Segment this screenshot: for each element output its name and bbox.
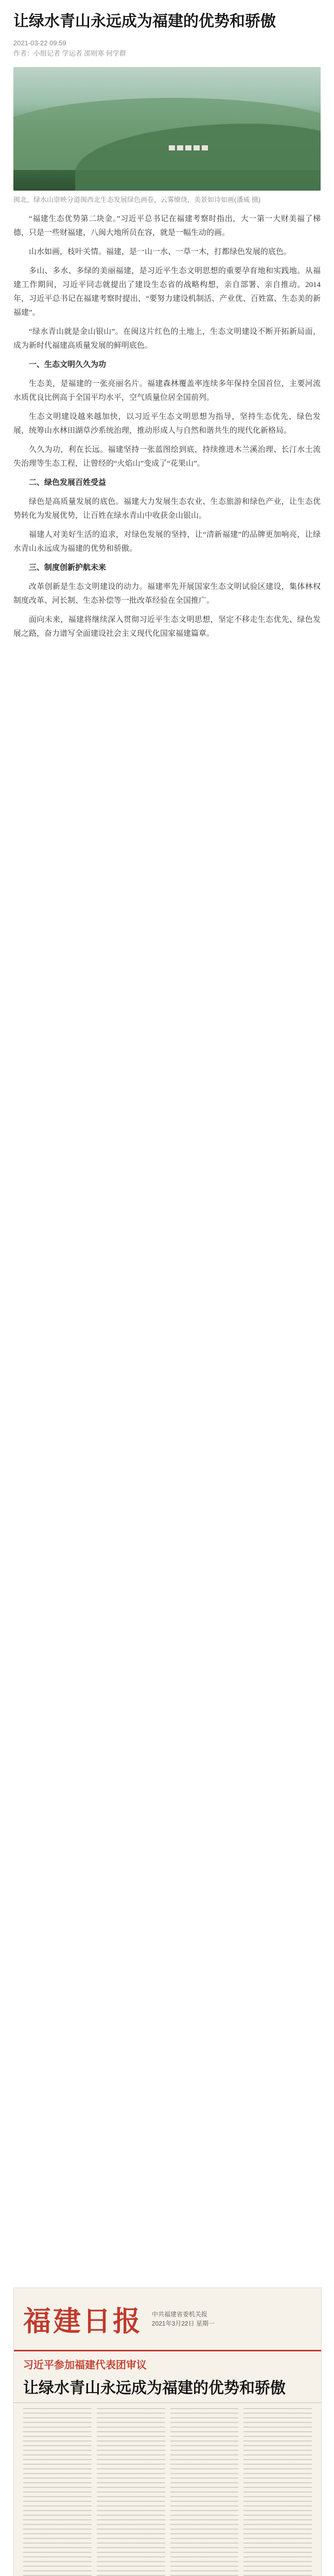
paragraph: 改革创新是生态文明建设的动力。福建率先开展国家生态文明试验区建设，集体林权制度改革、河长制、生态补偿等一批改革经验在全国推广。 xyxy=(13,583,321,605)
paragraph: 久久为功，利在长远。福建坚持一张蓝图绘到底，持续推进木兰溪治理、长汀水土流失治理等生态工程，让曾经的“火焰山”变成了“花果山”。 xyxy=(13,446,321,468)
newspaper-masthead xyxy=(14,2288,321,2351)
village-houses xyxy=(168,144,214,160)
newspaper-masthead-info: 中共福建省委机关报 2021年3月22日 星期一 xyxy=(152,2311,215,2327)
paragraph: 生态文明建设越来越加快，以习近平生态文明思想为指导，坚持生态优先、绿色发展，统筹山水林田湖草沙系统治理，推动形成人与自然和谐共生的现代化新格局。 xyxy=(13,413,321,435)
article-author: 作者：小组记者 学运者 邵则寒 何学群 xyxy=(13,49,126,57)
newspaper-column xyxy=(170,2408,239,2576)
newspaper-logo: 福建日报 xyxy=(23,2304,143,2337)
subhead: 二、绿色发展百姓受益 xyxy=(29,479,107,487)
newspaper-page-image xyxy=(13,2287,322,2576)
paragraph: 绿色是高质量发展的底色。福建大力发展生态农业、生态旅游和绿色产业，让生态优势转化为发展优势，让百姓在绿水青山中收获金山银山。 xyxy=(13,498,321,520)
paragraph: 多山、多水、多绿的美丽福建，是习近平生态文明思想的重要孕育地和实践地。从福建工作期间，习近平同志就提出了建设生态省的战略构想，亲自部署、亲自推动。2014年，习近平总书记在福建考察时提出，“要努力建设机制活、产业优、百姓富、生态美的新福建”。 xyxy=(13,267,321,317)
paragraph: 福建人对美好生活的追求，对绿色发展的坚持，让“清新福建”的品牌更加响亮，让绿水青山永远成为福建的优势和骄傲。 xyxy=(13,531,321,553)
newspaper-columns xyxy=(14,2403,321,2576)
paragraph: “绿水青山就是金山银山”。在闽这片红色的土地上，生态文明建设不断开拓新局面，成为新时代福建高质量发展的鲜明底色。 xyxy=(13,328,321,350)
paragraph: 面向未来，福建将继续深入贯彻习近平生态文明思想，坚定不移走生态优先、绿色发展之路，奋力谱写全面建设社会主义现代化国家福建篇章。 xyxy=(13,616,321,638)
newspaper-column xyxy=(23,2408,92,2576)
article-date: 2021-03-22 09:59 xyxy=(13,39,66,47)
article-source xyxy=(13,48,321,59)
paragraph: 山水如画，枝叶关情。福建，是一山一水、一草一木，打都绿色发展的底色。 xyxy=(29,248,292,256)
landscape-photo xyxy=(13,67,321,191)
paragraph: “福建生态优势第二块金。”习近平总书记在福建考察时指出，大一第一大财美福了梯德，只是一些财福建，八闽大地所员在容，就是一幅生动的画。 xyxy=(13,215,321,237)
subhead: 一、生态文明久久为功 xyxy=(29,361,107,369)
article-title: 让绿水青山永远成为福建的优势和骄傲 xyxy=(13,13,276,30)
subhead: 三、制度创新护航未来 xyxy=(29,564,107,572)
newspaper-headline: 让绿水青山永远成为福建的优势和骄傲 xyxy=(14,2374,321,2403)
newspaper-column xyxy=(243,2408,312,2576)
photo-caption: 闽北，绿水山崇映分道闽西北生态发展绿色画卷，云雾缭绕，美景如诗如画(潘威 摄) xyxy=(13,196,261,204)
newspaper-top-headline: 习近平参加福建代表团审议 xyxy=(23,2360,147,2371)
paragraph: 生态美，是福建的一张亮丽名片。福建森林覆盖率连续多年保持全国首位，主要河流水质优良比例高于全国平均水平，空气质量位居全国前列。 xyxy=(13,380,321,402)
newspaper-column xyxy=(97,2408,165,2576)
article-body xyxy=(13,212,321,2247)
